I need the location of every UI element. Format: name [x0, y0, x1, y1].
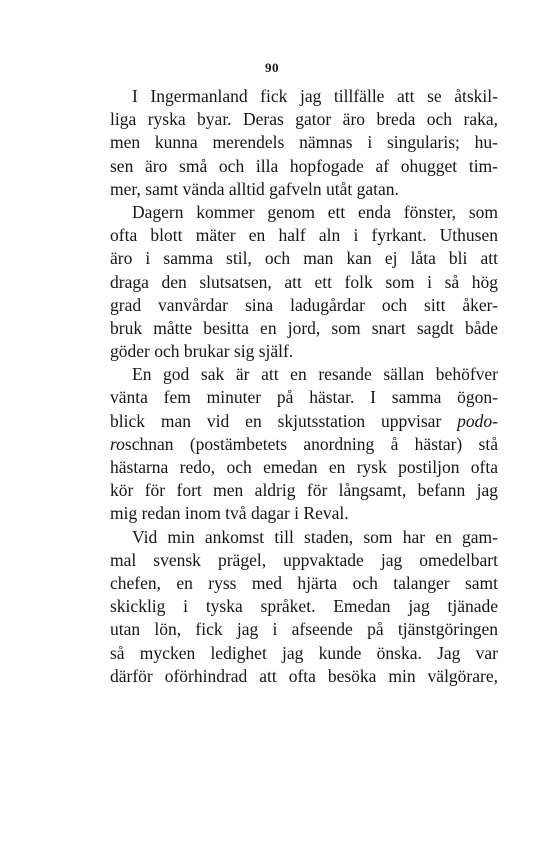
text-line: bruk måtte besitta en jord, som snart sagdt både [110, 317, 498, 338]
text-line: liga ryska byar. Deras gator äro breda och raka, [110, 109, 498, 130]
text-line: Dagern kommer genom ett enda fönster, som [132, 201, 498, 222]
paragraph-3 [110, 363, 498, 525]
text-line: därför oförhindrad att ofta besöka min välgörare, [110, 665, 498, 686]
text-line: chefen, en ryss med hjärta och talanger samt [110, 572, 498, 593]
text-segment: blick man vid en skjutsstation uppvisar [110, 410, 458, 431]
text-line: mal svensk prägel, uppvaktade jag omedelbart [110, 549, 498, 570]
text-line: grad vanvårdar sina ladugårdar och sitt åker- [110, 294, 498, 315]
text-line: äro i samma stil, och man kan ej låta bli att [110, 248, 498, 269]
text-line: hästarna redo, och emedan en rysk postiljon ofta [110, 457, 498, 477]
text-line: skicklig i tyska språket. Emedan jag tjänade [110, 596, 498, 617]
text-line: ofta blott mäter en half aln i fyrkant. Uthusen [110, 225, 498, 246]
page-number: 90 [265, 60, 279, 75]
paragraph-4 [110, 526, 498, 688]
text-line: draga den slutsatsen, att ett folk som i så hög [110, 271, 498, 292]
text-line: men kunna merendels nämnas i singularis; hu- [110, 132, 498, 153]
paragraph-2 [110, 201, 498, 363]
text-line: så mycken ledighet jag kunde önska. Jag var [110, 642, 498, 663]
italic-term: ro [110, 433, 125, 454]
text-line: mig redan inom två dagar i Reval. [110, 503, 349, 524]
text-line: göder och brukar sig själf. [110, 341, 294, 362]
text-line: utan lön, fick jag i afseende på tjänstgöringen [110, 619, 498, 640]
paragraph-1 [110, 85, 498, 201]
text-line [110, 410, 498, 433]
text-line: kör för fort men aldrig för långsamt, befann jag [110, 480, 498, 501]
text-line: En god sak är att en resande sällan behöfver [132, 364, 498, 385]
text-line: I Ingermanland fick jag tillfälle att se åtskil- [132, 86, 498, 106]
text-line: sen äro små och illa hopfogade af ohugget tim- [110, 155, 498, 176]
text-line: mer, samt vända alltid gafveln utåt gatan. [110, 178, 399, 199]
text-segment: schnan (postämbetets anordning å hästar) stå [124, 433, 498, 454]
italic-term: podo- [457, 410, 498, 431]
body-text [110, 85, 498, 688]
text-line [110, 433, 498, 456]
text-line: Vid min ankomst till staden, som har en gam- [132, 526, 498, 547]
text-line: vänta fem minuter på hästar. I samma ögon- [110, 387, 498, 408]
